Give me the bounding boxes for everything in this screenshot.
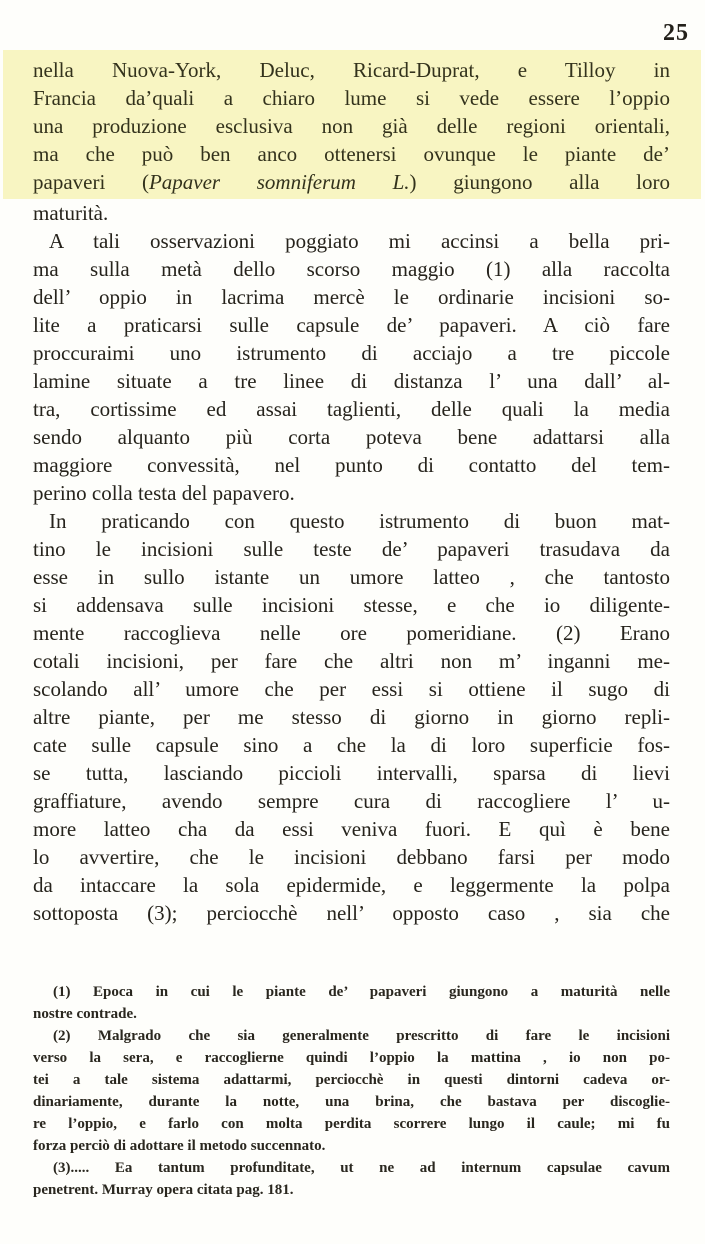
text-line: cate sulle capsule sino a che la di loro superficie fos-: [33, 733, 670, 757]
species-line-post: ) giungono alla loro: [409, 170, 670, 194]
text-line: da intaccare la sola epidermide, e leggermente la polpa: [33, 873, 670, 897]
text-line: more latteo cha da essi veniva fuori. E quì è bene: [33, 817, 670, 841]
footnote-line: tei a tale sistema adattarmi, perciocchè in questi dintorni cadeva or-: [33, 1072, 670, 1088]
text-line: maturità.: [33, 201, 109, 225]
text-line: In praticando con questo istrumento di buon mat-: [49, 509, 670, 533]
text-line: sottoposta (3); perciocchè nell’ opposto caso , sia che: [33, 901, 670, 925]
text-line: si addensava sulle incisioni stesse, e che io diligente-: [33, 593, 670, 617]
footnote-line: forza perciò di adottare il metodo succennato.: [33, 1138, 326, 1154]
text-line: altre piante, per me stesso di giorno in giorno repli-: [33, 705, 670, 729]
text-line: sendo alquanto più corta poteva bene adattarsi alla: [33, 425, 670, 449]
text-line: esse in sullo istante un umore latteo , che tantosto: [33, 565, 670, 589]
text-line: nella Nuova-York, Deluc, Ricard-Duprat, e Tilloy in: [33, 58, 670, 82]
text-line-species: [33, 168, 670, 196]
text-line: scolando all’ umore che per essi si ottiene il sugo di: [33, 677, 670, 701]
text-line: mente raccoglieva nelle ore pomeridiane. (2) Erano: [33, 621, 670, 645]
paragraph-2: [33, 227, 670, 507]
text-line: lamine situate a tre linee di distanza l’ una dall’ al-: [33, 369, 670, 393]
text-line: Francia da’quali a chiaro lume si vede essere l’oppio: [33, 86, 670, 110]
text-line: ma che può ben anco ottenersi ovunque le piante de’: [33, 142, 670, 166]
highlight-overlay: [3, 50, 701, 199]
text-line: perino colla testa del papavero.: [33, 481, 295, 505]
text-line: lite a praticarsi sulle capsule de’ papaveri. A ciò fare: [33, 313, 670, 337]
footnote-line: penetrent. Murray opera citata pag. 181.: [33, 1182, 294, 1198]
text-line: dell’ oppio in lacrima mercè le ordinarie incisioni so-: [33, 285, 670, 309]
species-name-italic: Papaver somniferum L.: [148, 170, 410, 194]
footnote-line: (1) Epoca in cui le piante de’ papaveri giungono a maturità nelle: [53, 984, 670, 1000]
text-line: proccuraimi uno istrumento di acciajo a tre piccole: [33, 341, 670, 365]
page-number: 25: [663, 20, 689, 46]
footnote-line: (3)..... Ea tantum profunditate, ut ne ad internum capsulae cavum: [53, 1160, 670, 1176]
text-line: se tutta, lasciando piccioli intervalli, sparsa di lievi: [33, 761, 670, 785]
paragraph-3: [33, 507, 670, 927]
text-line: maggiore convessità, nel punto di contatto del tem-: [33, 453, 670, 477]
text-line: cotali incisioni, per fare che altri non m’ inganni me-: [33, 649, 670, 673]
text-line: tra, cortissime ed assai taglienti, delle quali la media: [33, 397, 670, 421]
footnote-line: re l’oppio, e farlo con molta perdita scorrere lungo il caule; mi fu: [33, 1116, 670, 1132]
paragraph-highlighted: [33, 50, 670, 227]
text-line: ma sulla metà dello scorso maggio (1) alla raccolta: [33, 257, 670, 281]
footnote-line: verso la sera, e raccoglierne quindi l’oppio la mattina , io non po-: [33, 1050, 670, 1066]
footnote-line: nostre contrade.: [33, 1006, 137, 1022]
text-line: graffiature, avendo sempre cura di raccogliere l’ u-: [33, 789, 670, 813]
text-line: lo avvertire, che le incisioni debbano farsi per modo: [33, 845, 670, 869]
species-line-pre: papaveri (: [33, 170, 149, 194]
text-line: tino le incisioni sulle teste de’ papaveri trasudava da: [33, 537, 670, 561]
footnote-line: (2) Malgrado che sia generalmente prescritto di fare le incisioni: [53, 1028, 670, 1044]
text-line: una produzione esclusiva non già delle regioni orientali,: [33, 114, 670, 138]
footnote-line: dinariamente, durante la notte, una brina, che bastava per discoglie-: [33, 1094, 670, 1110]
text-line: A tali osservazioni poggiato mi accinsi a bella pri-: [49, 229, 670, 253]
footnotes: [33, 981, 670, 1201]
